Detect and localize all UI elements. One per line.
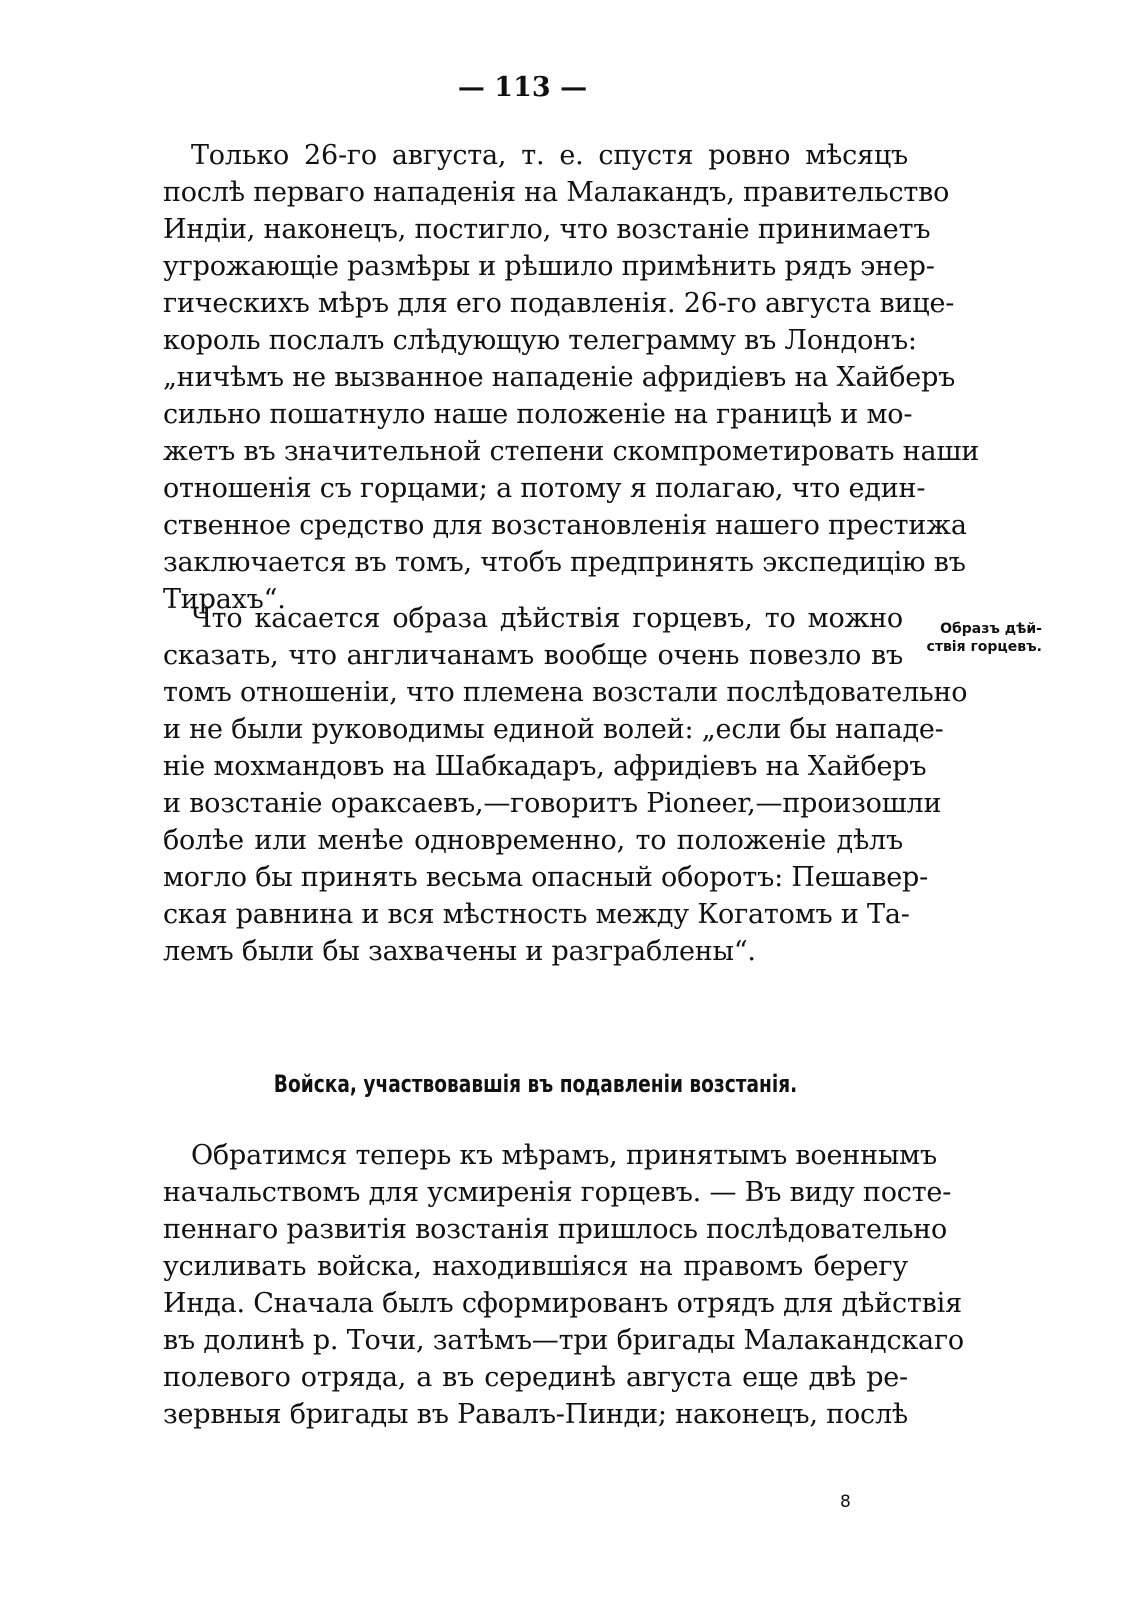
margin-note (902, 620, 1042, 656)
text-line: усиливать войска, находившіяся на правомъ берегу (163, 1251, 908, 1282)
text-line: послѣ перваго нападенія на Малакандъ, правительство (163, 177, 950, 208)
text-line: гическихъ мѣръ для его подавленія. 26-го августа вице- (163, 288, 955, 319)
page-number: — 113 — (457, 72, 588, 103)
paragraph-1 (163, 137, 980, 618)
text-line: ская равнина и вся мѣстность между Когатомъ и Та- (163, 899, 910, 930)
text-line: ственное средство для возстановленія нашего престижа (163, 510, 967, 541)
signature-mark: 8 (840, 1492, 851, 1512)
text-line: пеннаго развитія возстанія пришлось послѣдовательно (163, 1214, 948, 1245)
text-line: „ничѣмъ не вызванное нападеніе афридіевъ на Хайберъ (163, 362, 956, 393)
text-line: болѣе или менѣе одновременно, то положеніе дѣлъ (163, 825, 903, 856)
paragraph-2 (163, 600, 968, 970)
text-line: лемъ были бы захвачены и разграблены“. (163, 936, 756, 967)
paragraph-3 (163, 1137, 964, 1433)
text-line: Обратимся теперь къ мѣрамъ, принятымъ военнымъ (191, 1140, 937, 1171)
text-line: Инда. Сначала былъ сформированъ отрядъ для дѣйствія (163, 1288, 962, 1319)
text-line: жетъ въ значительной степени скомпрометировать наши (163, 436, 980, 467)
text-line: и возстаніе ораксаевъ,—говоритъ Pioneer,—произошли (163, 788, 942, 819)
text-line: начальствомъ для усмиренія горцевъ. — Въ виду посте- (163, 1177, 952, 1208)
text-line: угрожающіе размѣры и рѣшило примѣнить рядъ энер- (163, 251, 935, 282)
text-line: сказать, что англичанамъ вообще очень повезло въ (163, 640, 903, 671)
text-line: сильно пошатнуло наше положеніе на границѣ и мо- (163, 399, 913, 430)
section-heading: Войска, участвовавшія въ подавленіи возстанія. (273, 1070, 798, 1098)
text-line: въ долинѣ р. Точи, затѣмъ—три бригады Малакандскаго (163, 1325, 964, 1356)
text-line: Что касается образа дѣйствія горцевъ, то можно (191, 603, 903, 634)
text-line: полевого отряда, а въ серединѣ августа еще двѣ ре- (163, 1362, 908, 1393)
text-line: король послалъ слѣдующую телеграмму въ Лондонъ: (163, 325, 917, 356)
margin-note-line: Образъ дѣй- (940, 621, 1042, 637)
text-line: Индіи, наконецъ, постигло, что возстаніе принимаетъ (163, 214, 931, 245)
text-line: Только 26-го августа, т. е. спустя ровно мѣсяцъ (191, 140, 908, 171)
margin-note-line: ствія горцевъ. (926, 639, 1042, 655)
text-line: и не были руководимы единой волей: „если бы нападе- (163, 714, 944, 745)
text-line: заключается въ томъ, чтобъ предпринять экспедицію въ (163, 547, 966, 578)
text-line: могло бы принять весьма опасный оборотъ: Пешавер- (163, 862, 929, 893)
text-line: отношенія съ горцами; а потому я полагаю, что един- (163, 473, 926, 504)
text-line: зервныя бригады въ Равалъ-Пинди; наконецъ, послѣ (163, 1399, 908, 1430)
text-line: томъ отношеніи, что племена возстали послѣдовательно (163, 677, 968, 708)
text-line: ніе мохмандовъ на Шабкадаръ, афридіевъ на Хайберъ (163, 751, 927, 782)
text-line: Тирахъ“. (163, 584, 286, 615)
